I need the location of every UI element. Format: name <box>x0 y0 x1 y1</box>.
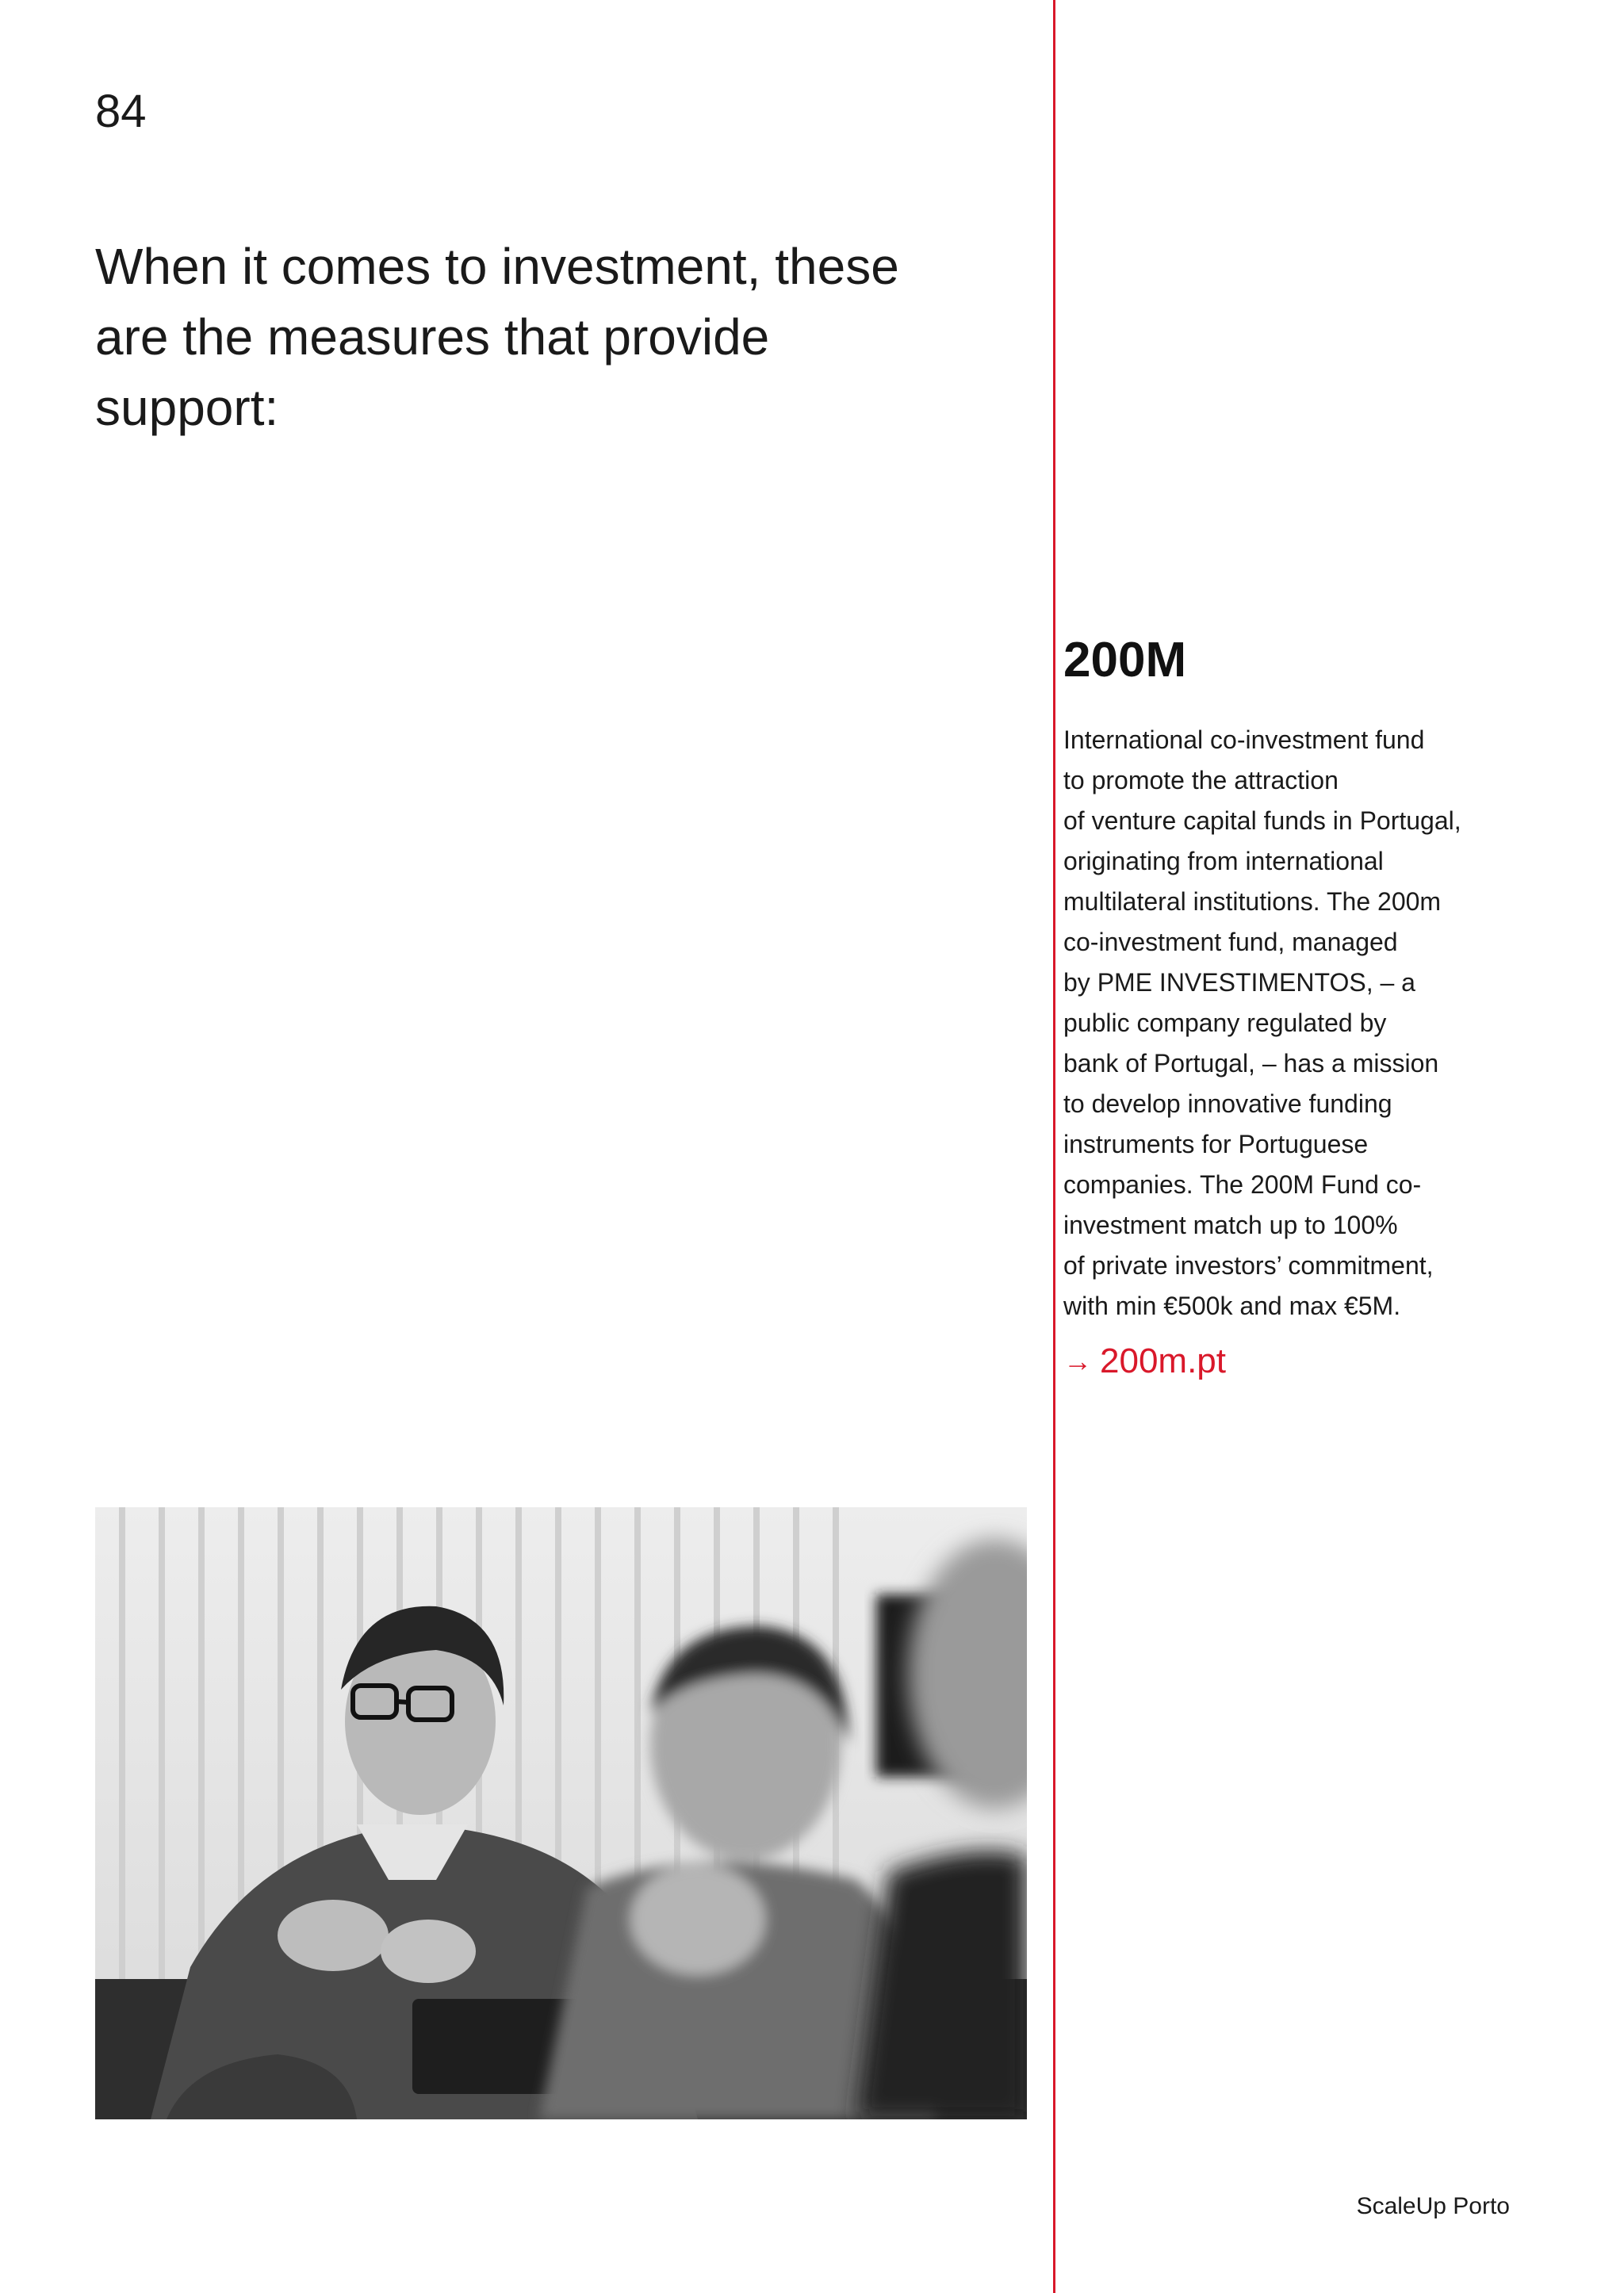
fund-description: International co-investment fund to promote the attraction of venture capital funds in Portugal, originating from international multilateral institutions. The 200m co-investment fund, managed by PME INVESTIMENTOS, – a public company regulated by bank of Portugal, – has a mission to develop innovative funding instruments for Portuguese companies. The 200M Fund co- investment match up to 100% of private investors’ commitment, with min €500k and max €5M. <box>1063 725 1461 1320</box>
fund-title: 200M <box>1063 633 1187 687</box>
page-headline: When it comes to investment, these are the measures that provide support: <box>95 238 899 436</box>
fund-website-link[interactable] <box>1063 1342 1226 1380</box>
page-number: 84 <box>95 86 147 137</box>
fund-link-text: 200m.pt <box>1100 1342 1226 1380</box>
photo-icon <box>95 1507 1027 2119</box>
vertical-divider <box>1053 0 1055 2293</box>
arrow-right-icon: → <box>1063 1345 1092 1378</box>
photo-people-in-meeting <box>95 1507 1027 2119</box>
footer-brand: ScaleUp Porto <box>1356 2193 1510 2219</box>
